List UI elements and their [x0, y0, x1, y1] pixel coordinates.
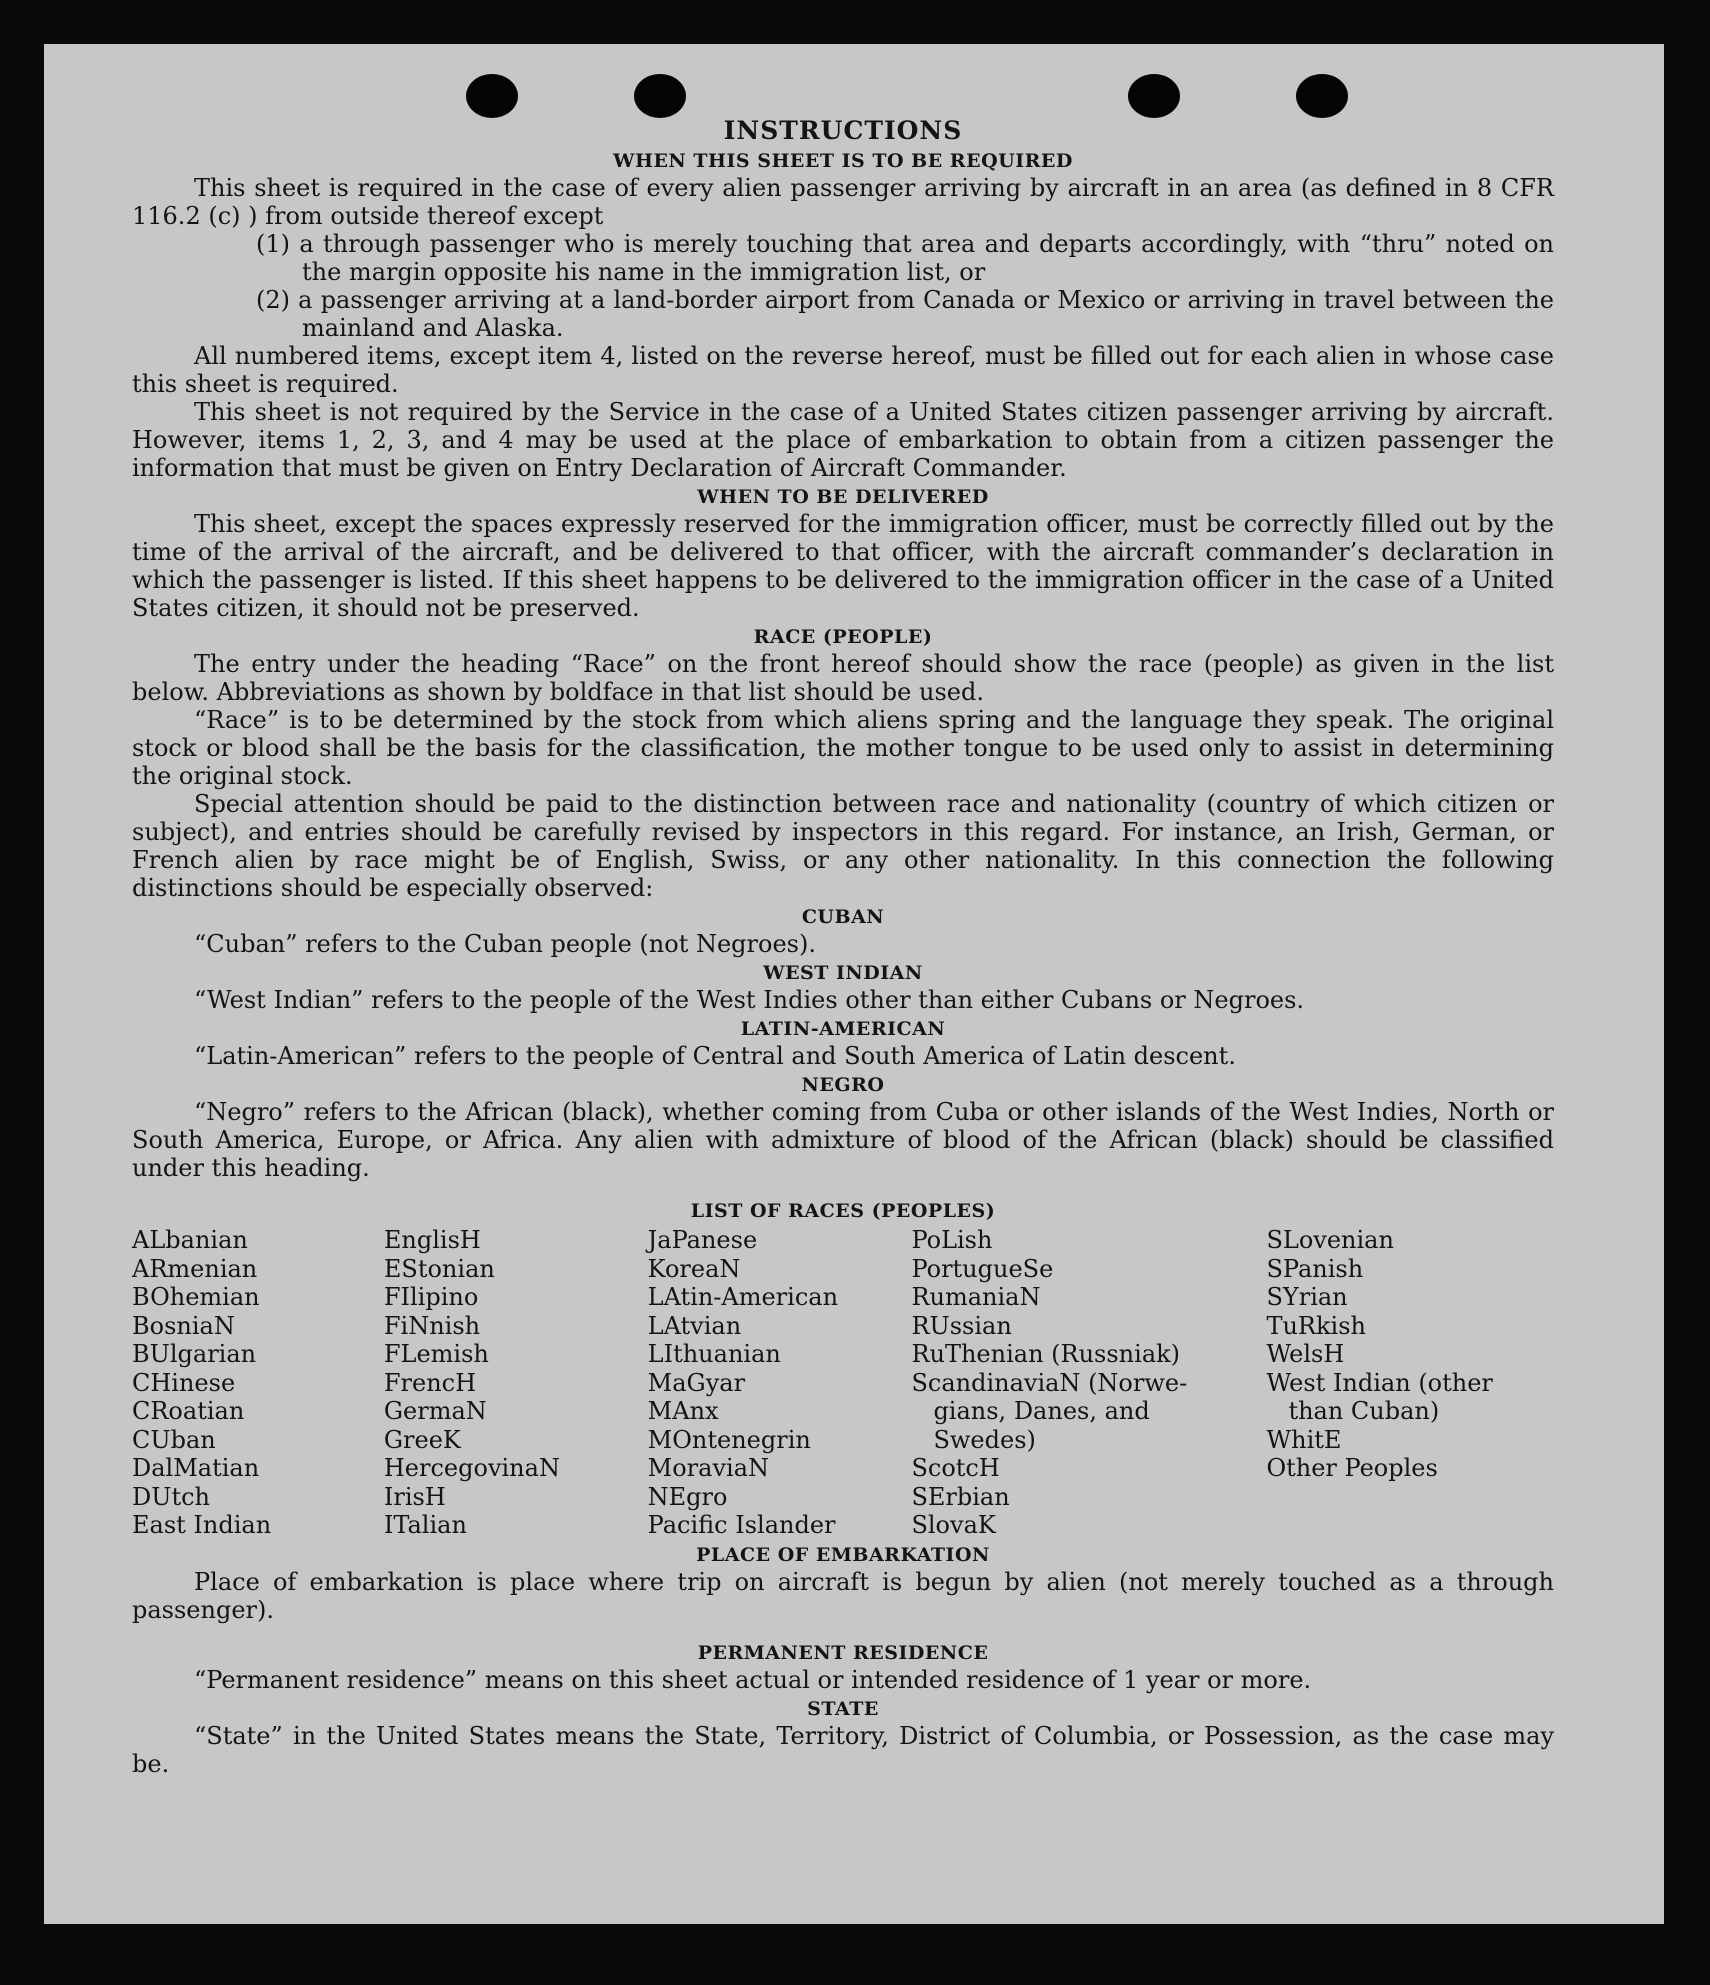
paragraph: “Permanent residence” means on this sheet actual or intended residence of 1 year or more. — [194, 1665, 1312, 1694]
race-entry: Other Peoples — [1266, 1454, 1438, 1482]
paragraph: Special attention should be paid to the distinction between race and nationality (country of which citizen or subject), and entries should be carefully revised by inspectors in this regard. For instance, an Irish, German, or French alien by race might be of English, Swiss, or any other nationality. In this connection the following distinctions should be especially observed: — [132, 790, 1554, 902]
paragraph: This sheet is not required by the Service in the case of a United States citizen passenger arriving by aircraft. However, items 1, 2, 3, and 4 may be used at the place of embarkation to obtain from a citizen passenger the information that must be given on Entry Declaration of Aircraft Commander. — [132, 398, 1554, 482]
race-column — [384, 1226, 648, 1540]
paragraph: This sheet, except the spaces expressly reserved for the immigration officer, must be correctly filled out by the time of the arrival of the aircraft, and be delivered to that officer, with the aircraft commander’s declaration in which the passenger is listed. If this sheet happens to be delivered to the immigration officer in the case of a United States citizen, it should not be preserved. — [132, 510, 1554, 622]
race-column — [132, 1226, 384, 1540]
race-entry: BUlgarian — [132, 1340, 257, 1368]
race-entry: Pacific Islander — [647, 1511, 836, 1539]
race-entry: JaPanese — [647, 1226, 758, 1254]
race-entry: KoreaN — [647, 1254, 741, 1283]
race-entry: WhitE — [1266, 1425, 1342, 1454]
section-heading: LIST OF RACES (PEOPLES) — [690, 1200, 996, 1222]
race-entry: East Indian — [132, 1511, 272, 1539]
race-column — [911, 1226, 1266, 1540]
race-entry: West Indian (other — [1266, 1368, 1493, 1397]
race-entry: GreeK — [383, 1425, 461, 1454]
punch-hole — [634, 74, 686, 118]
race-entry: DalMatian — [132, 1454, 260, 1482]
section-heading: CUBAN — [801, 906, 885, 928]
section-heading: WHEN TO BE DELIVERED — [697, 486, 989, 508]
race-entry: PortugueSe — [911, 1254, 1054, 1283]
race-entry: MAnx — [647, 1397, 719, 1425]
paragraph: “Cuban” refers to the Cuban people (not Negroes). — [194, 930, 816, 958]
race-entry: BosniaN — [132, 1311, 235, 1340]
page-title: INSTRUCTIONS — [723, 116, 963, 145]
section-heading: WEST INDIAN — [763, 962, 923, 984]
race-entry: RuThenian (Russniak) — [911, 1340, 1181, 1368]
race-entry: PoLish — [911, 1226, 993, 1254]
race-entry: BOhemian — [132, 1283, 260, 1311]
punch-hole — [1296, 74, 1348, 118]
race-entry: FrencH — [383, 1368, 477, 1397]
race-entry: MaGyar — [647, 1368, 746, 1397]
race-entry: SLovenian — [1266, 1226, 1394, 1254]
list-item: (1) a through passenger who is merely touching that area and departs accordingly, with “thru” noted on the margin opposite his name in the immigration list, or — [256, 230, 1554, 286]
section-heading: PERMANENT RESIDENCE — [697, 1641, 989, 1664]
race-entry: GermaN — [383, 1397, 487, 1425]
race-entry: HercegovinaN — [383, 1454, 560, 1482]
section-heading: PLACE OF EMBARKATION — [696, 1543, 990, 1566]
race-entry: ITalian — [383, 1511, 467, 1539]
race-entry: CUban — [132, 1425, 216, 1454]
paragraph: Place of embarkation is place where trip on aircraft is begun by alien (not merely touched as a through passenger). — [132, 1567, 1554, 1624]
instruction-sheet — [44, 44, 1664, 1924]
race-entry: FiNnish — [383, 1311, 481, 1340]
paragraph: “Negro” refers to the African (black), whether coming from Cuba or other islands of the West Indies, North or South America, Europe, or Africa. Any alien with admixture of blood of the African (black) should be classified under this heading. — [132, 1098, 1554, 1182]
race-entry: SlovaK — [911, 1511, 996, 1539]
race-entry: IrisH — [383, 1482, 446, 1511]
section-heading: RACE (PEOPLE) — [753, 626, 933, 648]
section-heading: WHEN THIS SHEET IS TO BE REQUIRED — [613, 150, 1073, 172]
race-entry: LIthuanian — [647, 1340, 781, 1368]
race-entry: than Cuban) — [1288, 1397, 1440, 1425]
race-entry: RUssian — [911, 1311, 1012, 1340]
race-entry: ALbanian — [132, 1226, 248, 1254]
race-entry: ARmenian — [132, 1254, 258, 1283]
race-entry: EnglisH — [383, 1226, 481, 1254]
race-entry: DUtch — [132, 1482, 211, 1511]
list-item: (2) a passenger arriving at a land-border airport from Canada or Mexico or arriving in travel between the mainland and Alaska. — [256, 286, 1554, 342]
race-entry: SYrian — [1266, 1283, 1348, 1311]
paragraph: “Race” is to be determined by the stock from which aliens spring and the language they speak. The original stock or blood shall be the basis for the classification, the mother tongue to be used only to assist in determining the original stock. — [132, 706, 1554, 790]
section-heading: NEGRO — [801, 1074, 885, 1096]
race-entry: CHinese — [132, 1368, 236, 1397]
paragraph: All numbered items, except item 4, listed on the reverse hereof, must be filled out for each alien in whose case this sheet is required. — [132, 342, 1554, 398]
race-entry: MOntenegrin — [647, 1425, 811, 1454]
section-heading: STATE — [807, 1697, 879, 1720]
race-entry: LAtvian — [647, 1311, 742, 1340]
race-entry: SPanish — [1266, 1254, 1364, 1283]
race-entry: LAtin-American — [647, 1283, 839, 1311]
paragraph: “Latin-American” refers to the people of Central and South America of Latin descent. — [194, 1042, 1236, 1070]
race-entry: FIlipino — [383, 1283, 479, 1311]
race-entry: WelsH — [1266, 1340, 1345, 1368]
punch-hole — [1128, 74, 1180, 118]
section-heading: LATIN-AMERICAN — [740, 1018, 946, 1040]
punch-hole — [466, 74, 518, 118]
paragraph: This sheet is required in the case of every alien passenger arriving by aircraft in an area (as defined in 8 CFR 116.2 (c) ) from outside thereof except — [132, 174, 1554, 230]
race-entry: EStonian — [383, 1254, 495, 1283]
race-column — [1266, 1226, 1554, 1540]
race-list — [132, 1226, 1554, 1540]
race-entry: CRoatian — [132, 1397, 245, 1425]
paragraph: “State” in the United States means the State, Territory, District of Columbia, or Possession, as the case may be. — [132, 1721, 1554, 1778]
paragraph: “West Indian” refers to the people of the West Indies other than either Cubans or Negroes. — [194, 986, 1305, 1014]
race-entry: ScandinaviaN (Norwe- — [911, 1368, 1188, 1397]
race-column — [648, 1226, 912, 1540]
race-entry: MoraviaN — [647, 1454, 770, 1482]
race-entry: SErbian — [911, 1482, 1010, 1511]
race-entry: TuRkish — [1266, 1311, 1366, 1340]
race-entry: NEgro — [647, 1482, 728, 1511]
race-entry: FLemish — [383, 1340, 489, 1368]
race-entry: RumaniaN — [911, 1283, 1041, 1311]
race-entry: gians, Danes, and — [933, 1397, 1150, 1425]
paragraph: The entry under the heading “Race” on the front hereof should show the race (people) as given in the list below. Abbreviations as shown by boldface in that list should be used. — [132, 650, 1554, 706]
race-entry: ScotcH — [911, 1454, 1000, 1482]
race-entry: Swedes) — [933, 1425, 1036, 1454]
